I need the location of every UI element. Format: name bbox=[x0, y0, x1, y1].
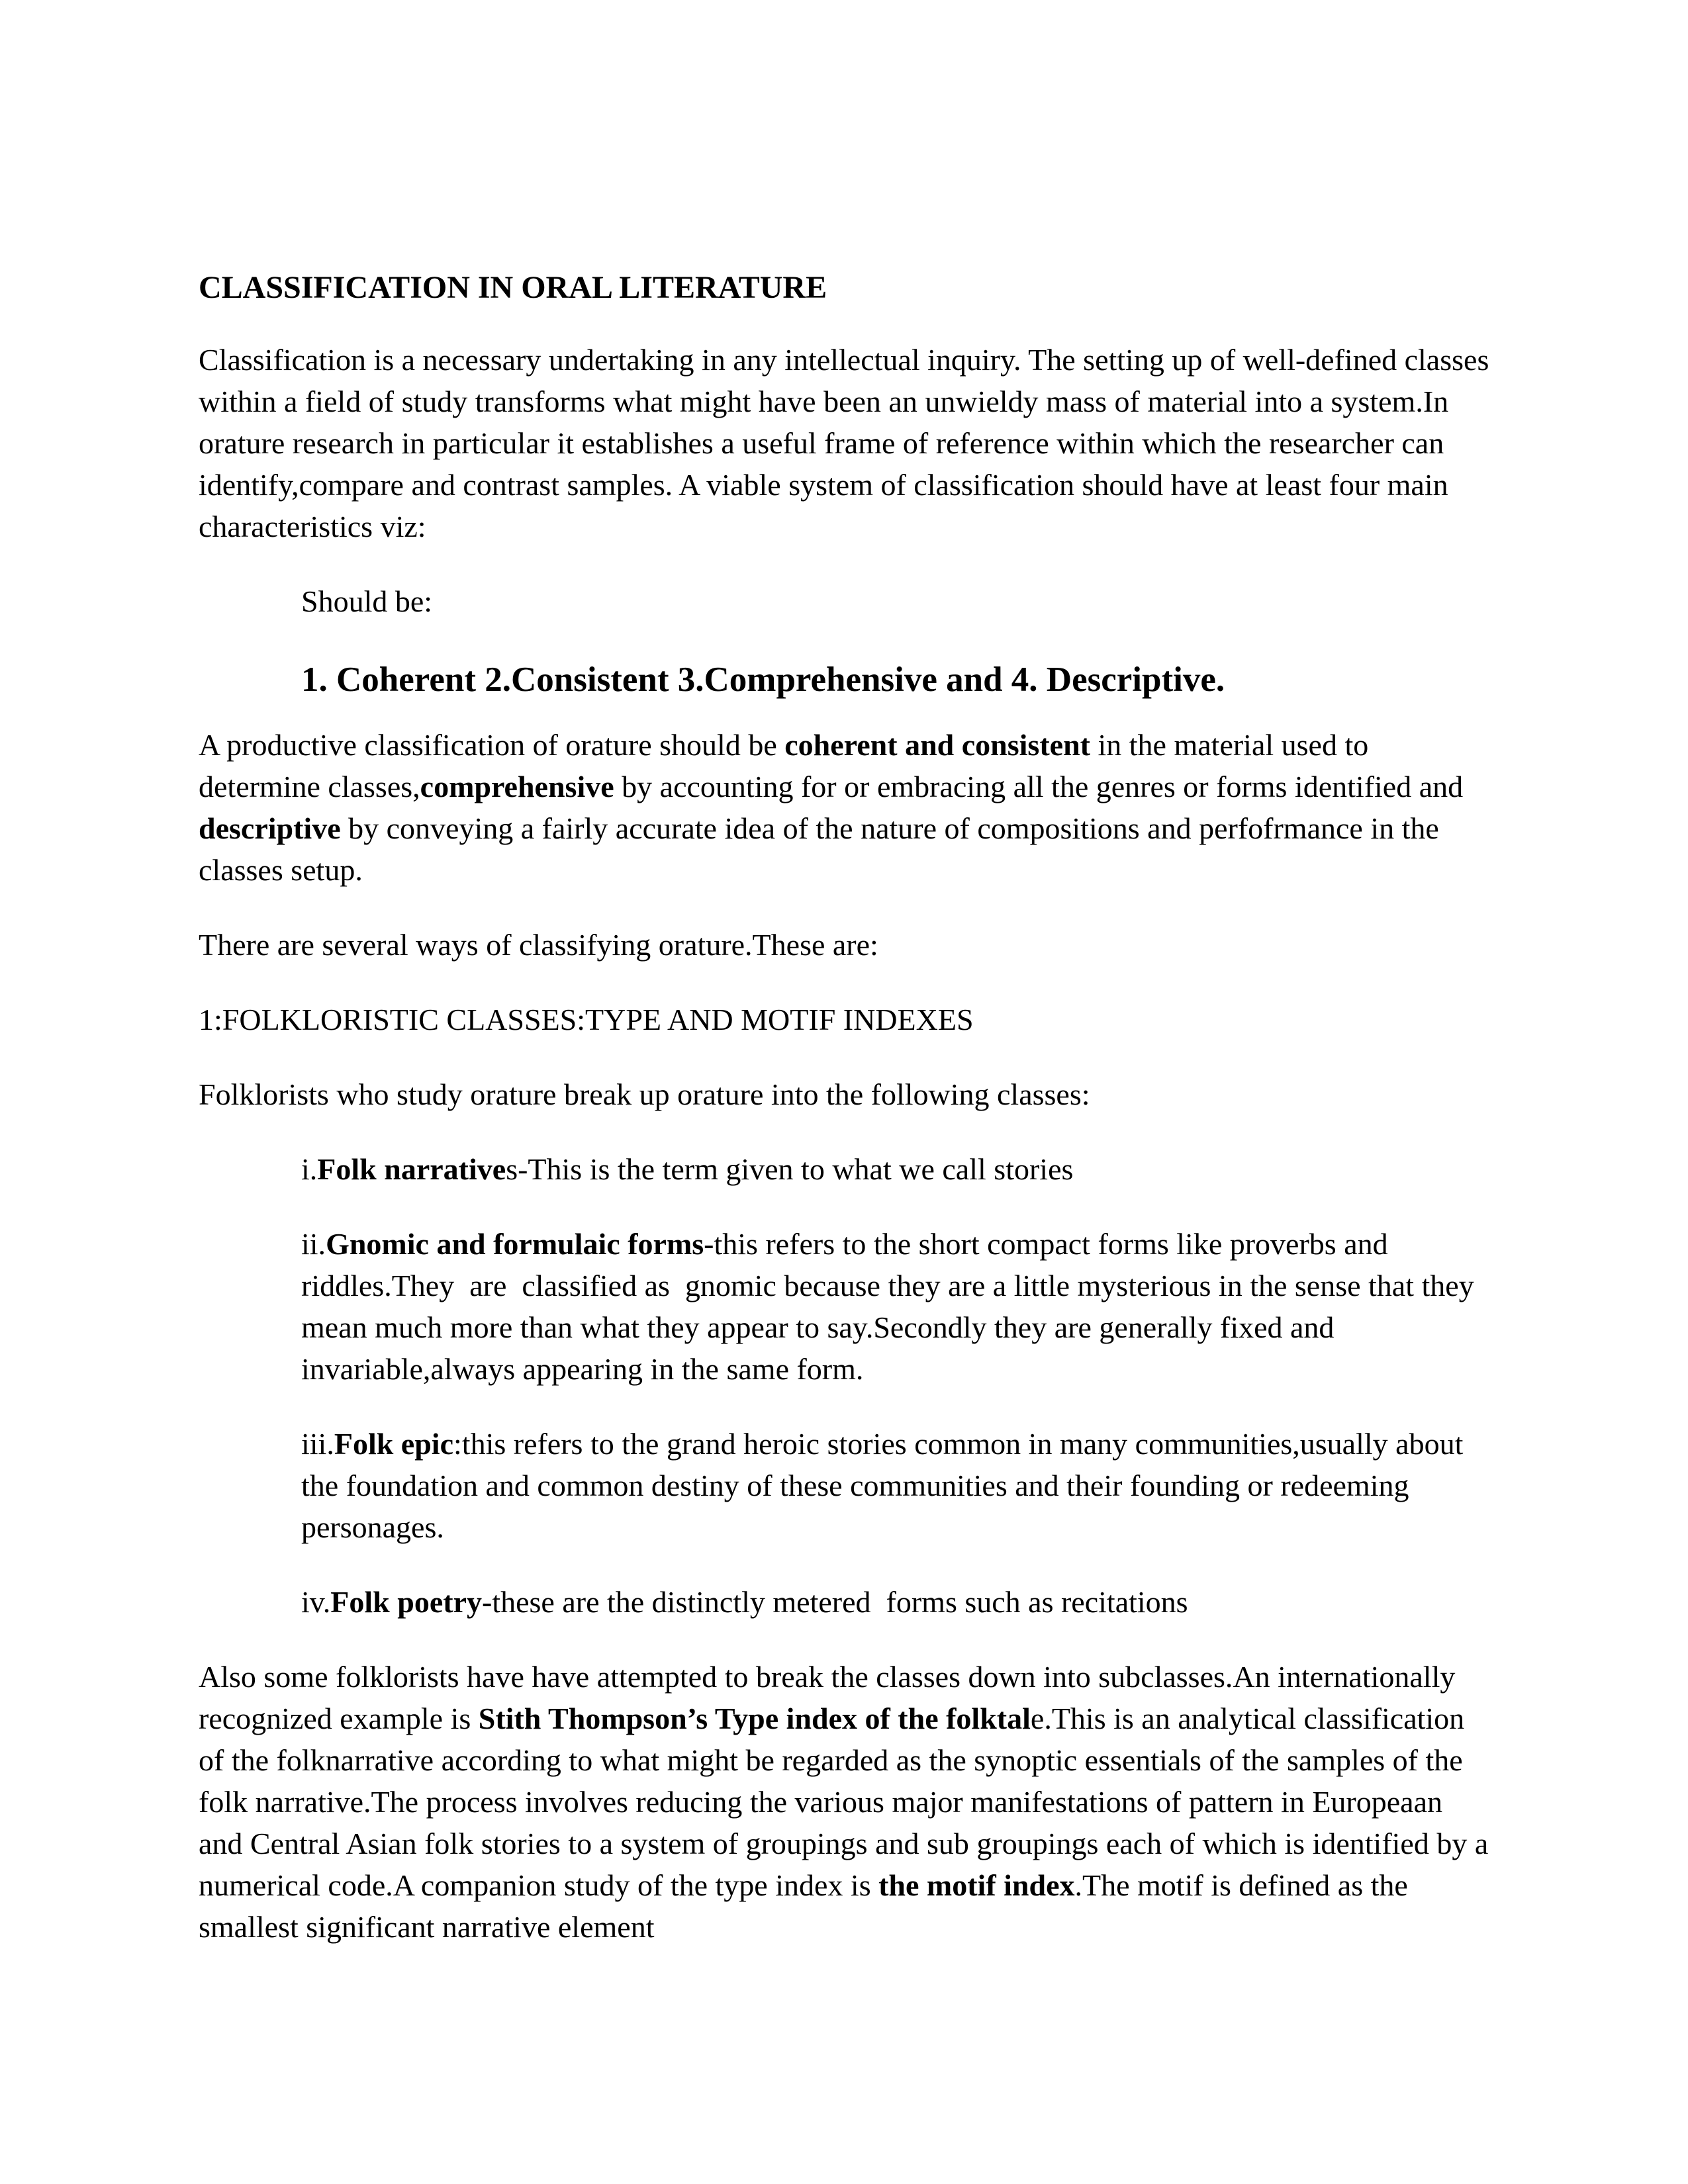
bold-text-run: the motif index bbox=[878, 1868, 1075, 1902]
text-run: Should be: bbox=[301, 584, 433, 618]
text-run: s-This is the term given to what we call stories bbox=[506, 1152, 1074, 1186]
bold-text-run: Stith Thompson’s Type index of the folktal bbox=[478, 1702, 1031, 1735]
bold-text-run: Gnomic and formulaic forms- bbox=[326, 1227, 714, 1261]
list-item-folk-narratives bbox=[301, 1148, 1489, 1190]
bold-text-run: Folk epic bbox=[334, 1427, 454, 1461]
bold-text-run: coherent and consistent bbox=[784, 728, 1090, 762]
text-run: A productive classification of orature should be bbox=[199, 728, 785, 762]
folklorists-paragraph bbox=[199, 1073, 1489, 1115]
text-run: these are the distinctly metered forms such as recitations bbox=[492, 1585, 1188, 1619]
text-run: 1:FOLKLORISTIC CLASSES:TYPE AND MOTIF INDEXES bbox=[199, 1003, 974, 1036]
text-run: by accounting for or embracing all the genres or forms identified and bbox=[614, 770, 1471, 803]
should-be-label bbox=[301, 580, 1489, 622]
productive-classification-paragraph bbox=[199, 724, 1489, 891]
characteristics-heading bbox=[301, 655, 1489, 704]
list-item-folk-poetry bbox=[301, 1581, 1489, 1623]
text-run: There are several ways of classifying orature.These are: bbox=[199, 928, 878, 962]
text-run: by conveying a fairly accurate idea of the nature of compositions and perfofrmance in the classes setup. bbox=[199, 811, 1447, 887]
text-run: Classification is a necessary undertaking in any intellectual inquiry. The setting up of well-defined classes within a field of study transforms what might have been an unwieldy mass of material into a system.In orature research in particular it establishes a useful frame of reference within which the researcher can identify,compare and contrast samples. A viable system of classification should have at least four main characteristics viz: bbox=[199, 343, 1497, 543]
folkloristic-classes-subheading bbox=[199, 999, 1489, 1040]
list-item-gnomic-formulaic-forms bbox=[301, 1223, 1489, 1390]
bold-text-run: comprehensive bbox=[420, 770, 614, 803]
bold-text-run: 1. Coherent 2.Consistent 3.Comprehensive and 4. Descriptive. bbox=[301, 660, 1225, 699]
bold-text-run: Folk narrative bbox=[317, 1152, 506, 1186]
text-run: .The motif is defined as the smallest significant narrative element bbox=[199, 1868, 1416, 1944]
text-run: iii. bbox=[301, 1427, 334, 1461]
intro-paragraph bbox=[199, 339, 1497, 547]
text-run: Folklorists who study orature break up orature into the following classes: bbox=[199, 1077, 1090, 1111]
text-run: this refers to the short compact forms like proverbs and riddles.They are classified as gnomic because they are a little mysterious in the sense that they mean much more than what they appear to say.Secondly they are generally fixed and invariable,always appearing in the same form. bbox=[301, 1227, 1482, 1386]
bold-text-run: descriptive bbox=[199, 811, 341, 845]
text-run: Also some folklorists have have attempted to break the classes down into subclasses.An internationally recognized example is bbox=[199, 1660, 1463, 1735]
text-run: ii. bbox=[301, 1227, 326, 1261]
text-run: e.This is an analytical classification of the folknarrative according to what might be regarded as the synoptic essentials of the samples of the folk narrative.The process involves reducing the various major manifestations of pattern in Europeaan and Central Asian folk stories to a system of groupings and sub groupings each of which is identified by a numerical code.A companion study of the type index is bbox=[199, 1702, 1496, 1902]
text-run: :this refers to the grand heroic stories common in many communities,usually about the foundation and common destiny of these communities and their founding or redeeming personages. bbox=[301, 1427, 1471, 1544]
document-title: CLASSIFICATION IN ORAL LITERATURE bbox=[199, 270, 827, 305]
ways-of-classifying-paragraph bbox=[199, 924, 1489, 966]
type-motif-index-paragraph bbox=[199, 1656, 1496, 1948]
bold-text-run: Folk poetry- bbox=[330, 1585, 492, 1619]
text-run: i. bbox=[301, 1152, 318, 1186]
list-item-folk-epic bbox=[301, 1423, 1489, 1548]
text-run: in the material used to determine classes, bbox=[199, 728, 1376, 803]
text-run: iv. bbox=[301, 1585, 331, 1619]
